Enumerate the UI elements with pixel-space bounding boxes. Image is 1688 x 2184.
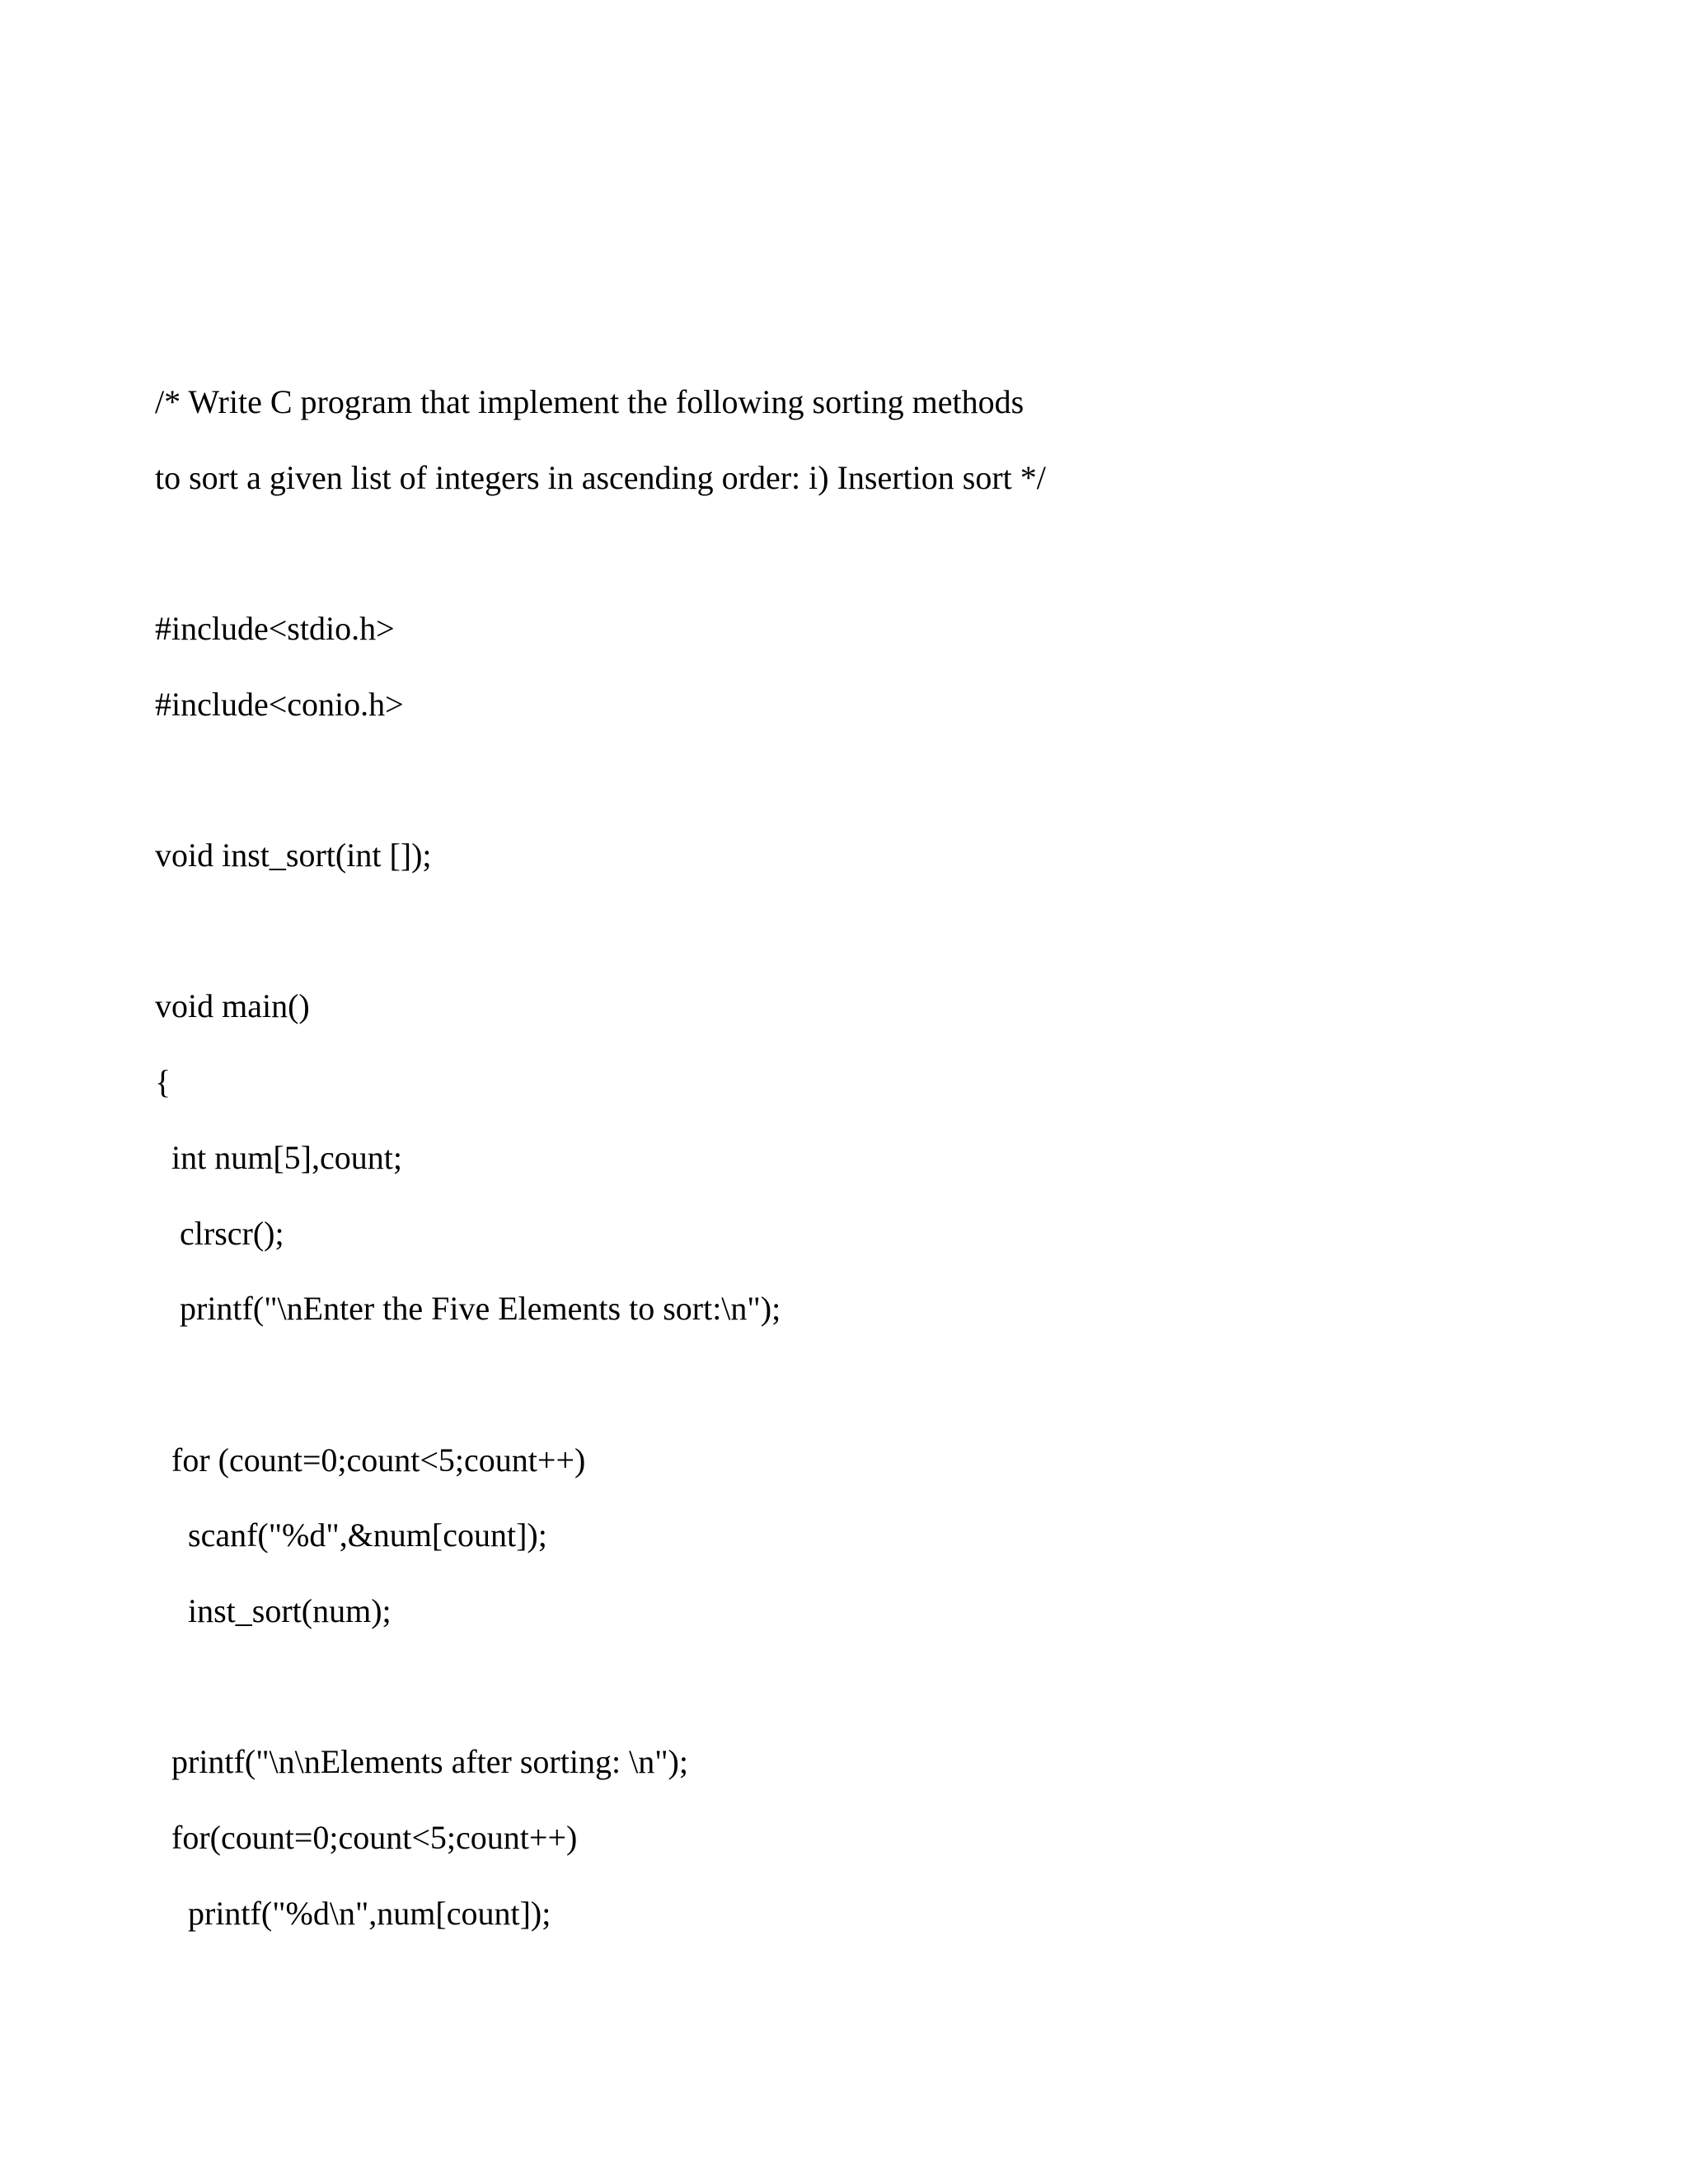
include-stdio-line: #include<stdio.h>: [155, 610, 395, 647]
printf-enter-line: printf("\nEnter the Five Elements to sort:\n");: [155, 1290, 781, 1327]
for-output-line: for(count=0;count<5;count++): [155, 1819, 578, 1856]
printf-values-line: printf("%d\n",num[count]);: [155, 1895, 551, 1932]
declaration-line: int num[5],count;: [155, 1139, 402, 1176]
clrscr-line: clrscr();: [155, 1215, 284, 1252]
main-signature-line: void main(): [155, 987, 310, 1024]
for-input-line: for (count=0;count<5;count++): [155, 1441, 586, 1479]
comment-line-1: /* Write C program that implement the following sorting methods: [155, 383, 1025, 420]
inst-sort-call-line: inst_sort(num);: [155, 1592, 392, 1629]
scanf-line: scanf("%d",&num[count]);: [155, 1516, 547, 1554]
printf-after-line: printf("\n\nElements after sorting: \n");: [155, 1743, 688, 1780]
include-conio-line: #include<conio.h>: [155, 686, 404, 723]
comment-line-2: to sort a given list of integers in ascending order: i) Insertion sort */: [155, 459, 1046, 496]
open-brace-line: {: [155, 1063, 171, 1100]
prototype-line: void inst_sort(int []);: [155, 837, 432, 874]
